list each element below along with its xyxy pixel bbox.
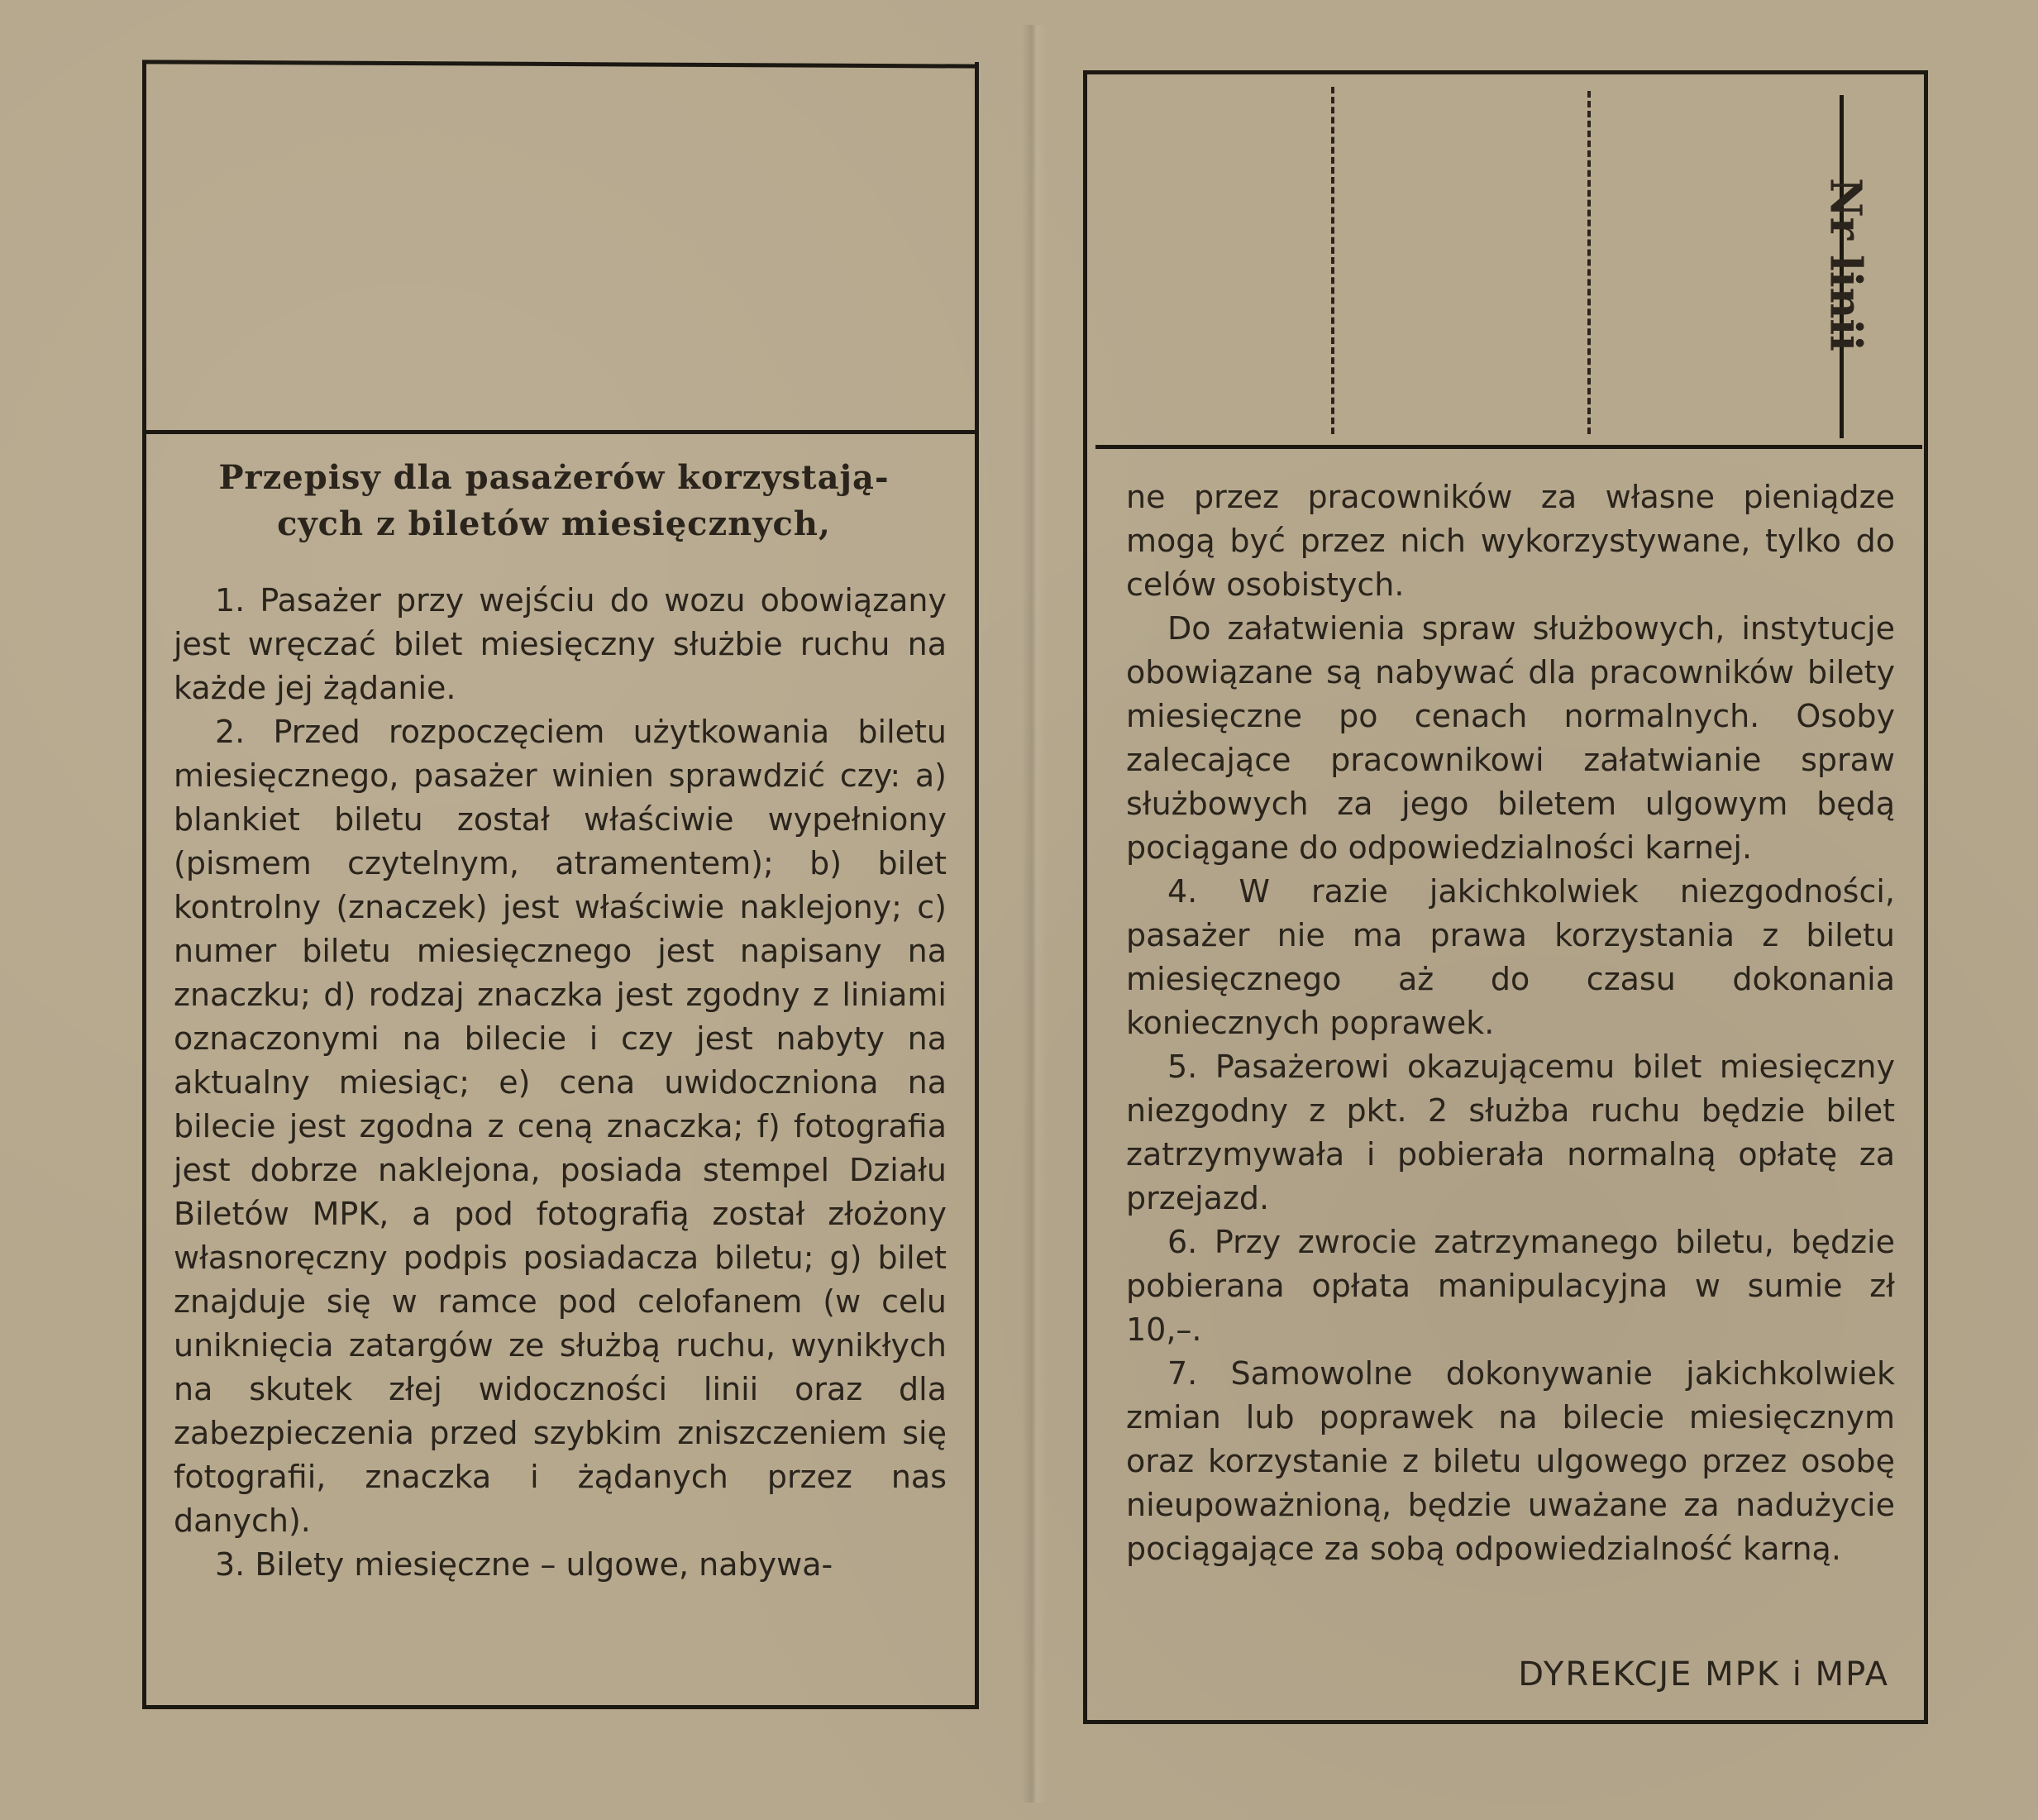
rule-paragraph: 5. Pasażerowi okazującemu bilet miesięczny niezgodny z pkt. 2 służba ruchu będzie bilet zatrzymywała i pobierała normalną opłatę za przejazd.: [1126, 1049, 1895, 1216]
rule-paragraph: 4. W razie jakichkolwiek niezgodności, pasażer nie ma prawa korzystania z biletu miesięcznego aż do czasu dokonania koniecznych poprawek.: [1126, 873, 1895, 1041]
stamp-slot-1: [1091, 79, 1327, 438]
left-rules-text: [174, 579, 947, 1587]
left-bottom-border: [142, 1705, 979, 1709]
rule-paragraph: 6. Przy zwrocie zatrzymanego biletu, będzie pobierana opłata manipulacyjna w sumie zł 10,–.: [1126, 1224, 1895, 1348]
photo-area: [150, 70, 969, 426]
stamp-slot-2: [1339, 79, 1583, 438]
rule-paragraph: 3. Bilety miesięczne – ulgowe, nabywa-: [215, 1546, 833, 1583]
stub-perforation-2: [1587, 91, 1591, 434]
rules-title-line1: Przepisy dla pasażerów korzystają-: [218, 458, 890, 497]
rules-title-line2: cych z biletów miesięcznych,: [277, 504, 831, 543]
right-rules-text: [1126, 475, 1895, 1571]
center-fold: [1022, 25, 1047, 1803]
rules-title: [149, 455, 959, 547]
stamp-slot-3: [1596, 79, 1835, 438]
issuer-signature: DYREKCJE MPK i MPA: [1518, 1655, 1889, 1693]
right-divider: [1095, 445, 1922, 449]
right-bottom-border: [1083, 1720, 1928, 1724]
stub-perforation-1: [1331, 87, 1334, 434]
rule-paragraph: Do załatwienia spraw służbowych, instytucje obowiązane są nabywać dla pracowników bilety miesięczne po cenach normalnych. Osoby zalecające pracownikowi załatwianie spraw służbowych za jego biletem ulgowym będą pociągane do odpowiedzialności karnej.: [1126, 610, 1895, 866]
rule-paragraph: ne przez pracowników za własne pieniądze mogą być przez nich wykorzystywane, tylko do celów osobistych.: [1126, 479, 1895, 603]
line-number-label: Nr linii: [1820, 178, 1871, 351]
rule-paragraph: 7. Samowolne dokonywanie jakichkolwiek zmian lub poprawek na bilecie miesięcznym oraz korzystanie z biletu ulgowego przez osobę nieupoważnioną, będzie uważane za nadużycie pociągające za sobą odpowiedzialność karną.: [1126, 1355, 1895, 1567]
rule-paragraph: 1. Pasażer przy wejściu do wozu obowiązany jest wręczać bilet miesięczny służbie ruchu na każde jej żądanie.: [174, 582, 947, 706]
rule-paragraph: 2. Przed rozpoczęciem użytkowania biletu miesięcznego, pasażer winien sprawdzić czy: a) blankiet biletu został właściwie wypełniony (pismem czytelnym, atramentem); b) bilet kontrolny (znaczek) jest właściwie naklejony; c) numer biletu miesięcznego jest napisany na znaczku; d) rodzaj znaczka jest zgodny z liniami oznaczonymi na bilecie i czy jest nabyty na aktualny miesiąc; e) cena uwidoczniona na bilecie jest zgodna z ceną znaczka; f) fotografia jest dobrze naklejona, posiada stempel Działu Biletów MPK, a pod fotografią został złożony własnoręczny podpis posiadacza biletu; g) bilet znajduje się w ramce pod celofanem (w celu uniknięcia zatargów ze służbą ruchu, wynikłych na skutek złej widoczności linii oraz dla zabezpieczenia przed szybkim zniszczeniem się fotografii, znaczka i żądanych przez nas danych).: [174, 714, 947, 1539]
left-divider: [142, 430, 979, 434]
